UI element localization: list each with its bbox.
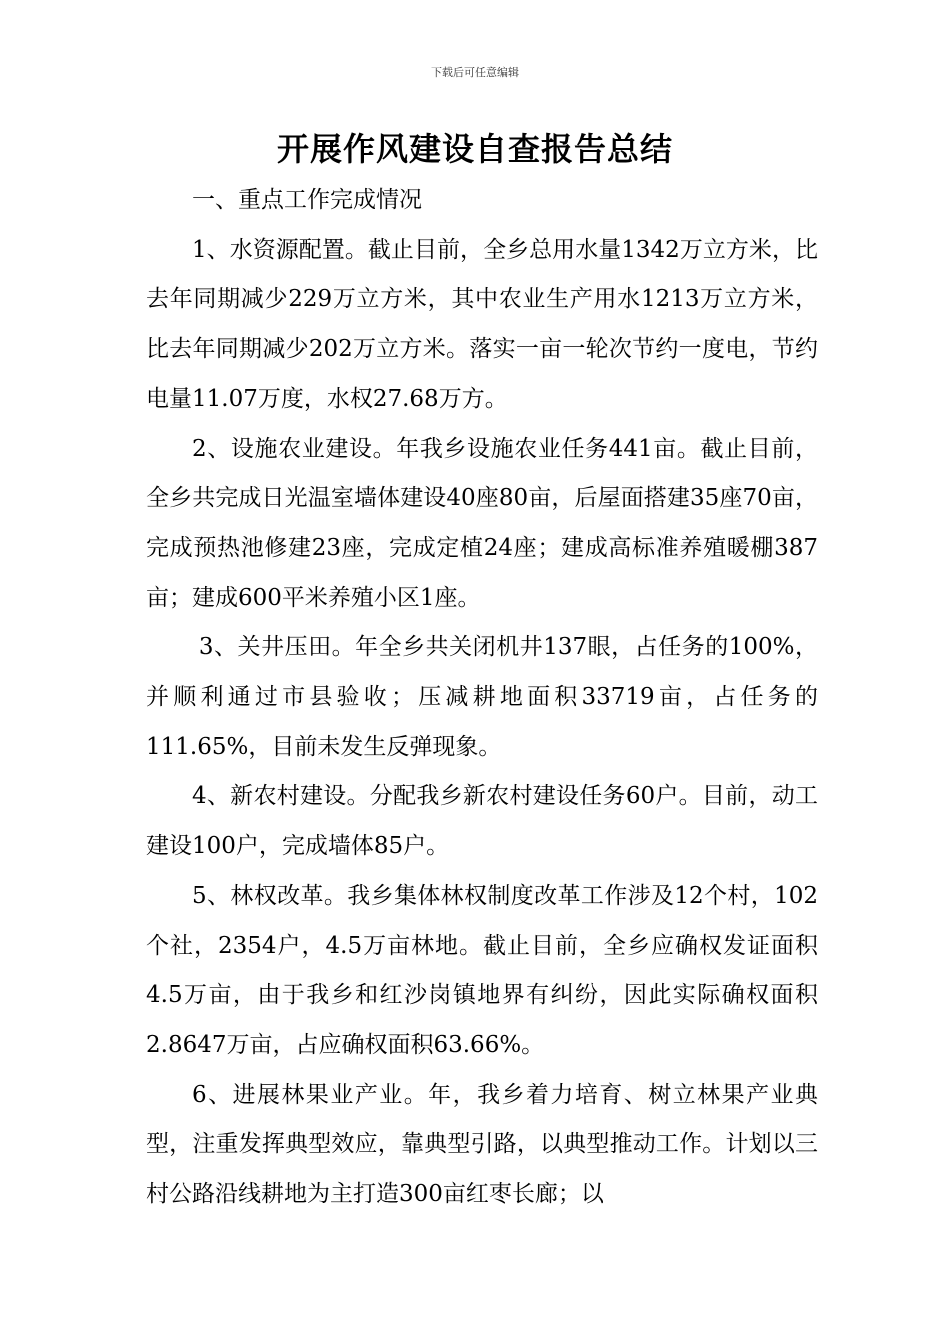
document-body	[146, 176, 818, 1220]
header-note: 下载后可任意编辑	[431, 66, 519, 79]
section-heading: 一、重点工作完成情况	[192, 187, 422, 213]
paragraph-well-closure: 3、关井压田。年全乡共关闭机井137眼，占任务的100%，并顺利通过市县验收；压减耕地面积33719亩，占任务的111.65%，目前未发生反弹现象。	[146, 634, 818, 760]
document-title: 开展作风建设自查报告总结	[276, 130, 673, 168]
paragraph-fruit-industry: 6、进展林果业产业。年，我乡着力培育、树立林果产业典型，注重发挥典型效应，靠典型引路，以典型推动工作。计划以三村公路沿线耕地为主打造300亩红枣长廊；以	[146, 1081, 818, 1208]
paragraph-forest-rights: 5、林权改革。我乡集体林权制度改革工作涉及12个村，102个社，2354户，4.5万亩林地。截止目前，全乡应确权发证面积4.5万亩，由于我乡和红沙岗镇地界有纠纷，因此实际确权面积2.8647万亩，占应确权面积63.66%。	[146, 882, 818, 1058]
paragraph-facility-agriculture: 2、设施农业建设。年我乡设施农业任务441亩。截止目前，全乡共完成日光温室墙体建设40座80亩，后屋面搭建35座70亩，完成预热池修建23座，完成定植24座；建成高标准养殖暖棚387亩；建成600平米养殖小区1座。	[146, 435, 818, 611]
paragraph-water-resources: 1、水资源配置。截止目前，全乡总用水量1342万立方米，比去年同期减少229万立方米，其中农业生产用水1213万立方米，比去年同期减少202万立方米。落实一亩一轮次节约一度电，节约电量11.07万度，水权27.68万方。	[146, 236, 818, 412]
paragraph-new-village: 4、新农村建设。分配我乡新农村建设任务60户。目前，动工建设100户，完成墙体85户。	[146, 783, 818, 860]
